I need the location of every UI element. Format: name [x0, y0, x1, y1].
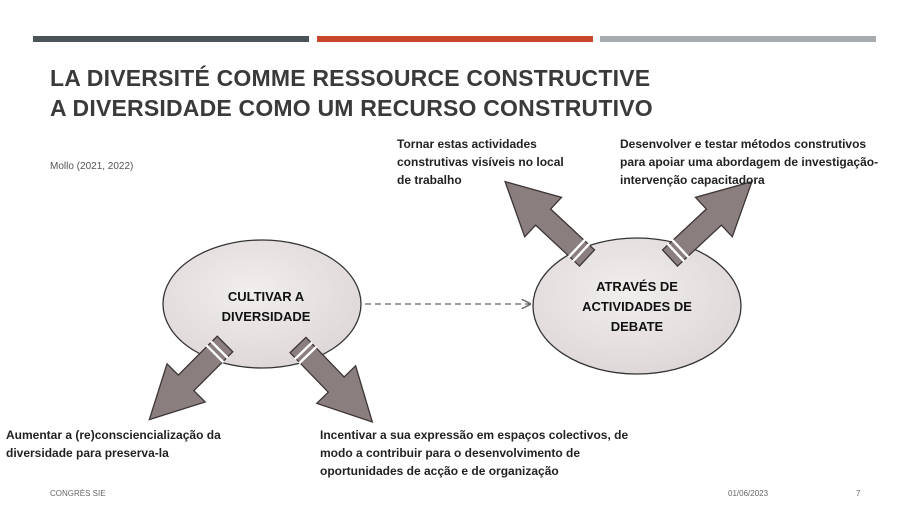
- title-french: LA DIVERSITÉ COMME RESSOURCE CONSTRUCTIVE: [50, 65, 651, 91]
- annotation-bottom-right: [320, 426, 628, 480]
- footer-page-number: 7: [856, 489, 861, 498]
- footer-conference: CONGRÈS SIE: [50, 489, 106, 498]
- annotation-bottom-right-line1: Incentivar a sua expressão em espaços colectivos, de: [320, 428, 629, 442]
- left-node-label-line1: CULTIVAR A: [227, 289, 305, 304]
- annotation-top-left-line1: Tornar estas actividades: [397, 137, 537, 151]
- right-node-label-line2: ACTIVIDADES DE: [582, 299, 692, 314]
- annotation-top-left-line3: de trabalho: [397, 173, 462, 187]
- annotation-bottom-right-line2: modo a contribuir para o desenvolvimento de: [320, 446, 581, 460]
- left-node-ellipse: [163, 240, 361, 368]
- annotation-top-right: [620, 135, 878, 189]
- annotation-bottom-right-line3: oportunidades de acção e de organização: [320, 464, 559, 478]
- citation: Mollo (2021, 2022): [50, 161, 134, 172]
- left-node-label-line2: DIVERSIDADE: [221, 309, 311, 324]
- title-portuguese: A DIVERSIDADE COMO UM RECURSO CONSTRUTIVO: [50, 95, 653, 121]
- footer-date: 01/06/2023: [728, 489, 769, 498]
- annotation-top-right-line3: intervenção capacitadora: [620, 173, 765, 187]
- annotation-top-right-line2: para apoiar uma abordagem de investigação-: [620, 155, 879, 169]
- annotation-bottom-left-line2: diversidade para preserva-la: [6, 446, 169, 460]
- annotation-top-left-line2: construtivas visíveis no local: [397, 155, 564, 169]
- annotation-top-right-line1: Desenvolver e testar métodos construtivos: [620, 137, 867, 151]
- right-node-label-line1: ATRAVÉS DE: [596, 279, 678, 294]
- right-node-label-line3: DEBATE: [610, 319, 664, 334]
- annotation-bottom-left-line1: Aumentar a (re)consciencialização da: [6, 428, 221, 442]
- annotation-bottom-left: [6, 426, 221, 462]
- annotation-top-left: [397, 135, 564, 189]
